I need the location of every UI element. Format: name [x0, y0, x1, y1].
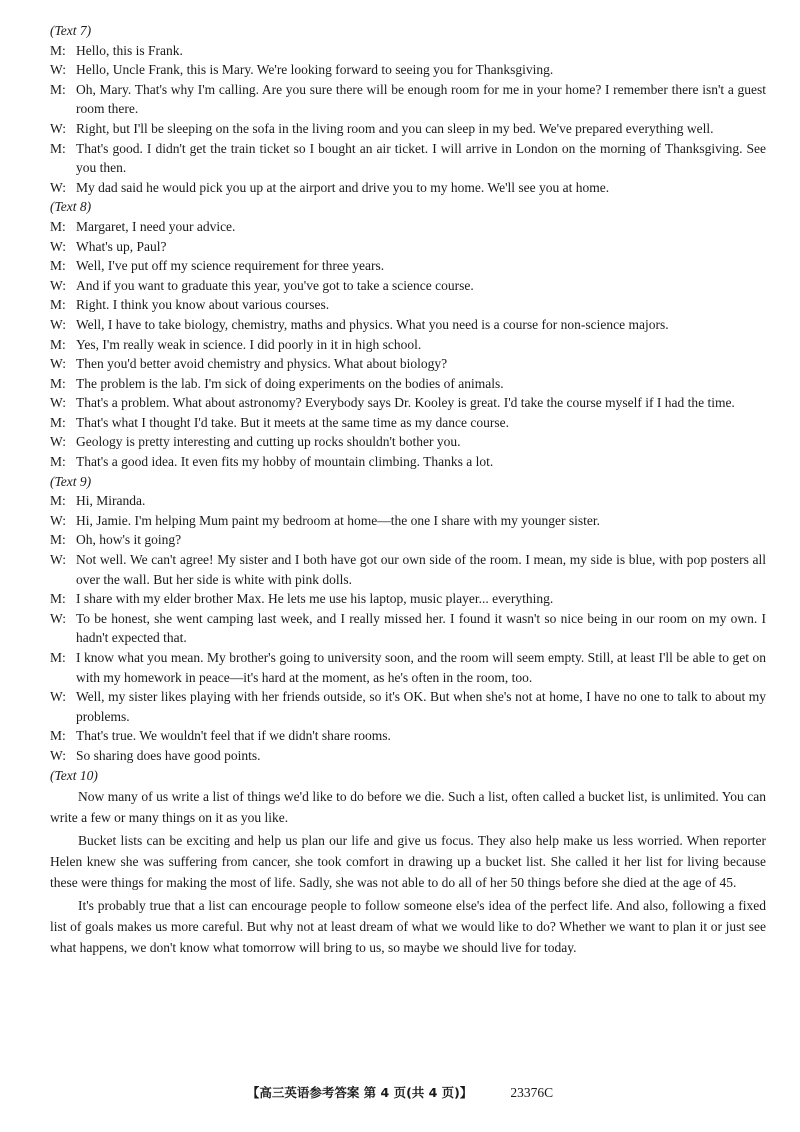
utterance: That's true. We wouldn't feel that if we didn't share rooms.	[76, 728, 391, 744]
dialogue-line	[50, 119, 766, 139]
utterance: Well, my sister likes playing with her friends outside, so it's OK. But when she's not at home, I have no one to talk to about my problems.	[76, 689, 766, 724]
speaker: M:	[50, 140, 66, 156]
text-9-section	[50, 472, 766, 766]
utterance: So sharing does have good points.	[76, 747, 261, 763]
utterance: And if you want to graduate this year, you've got to take a science course.	[76, 277, 474, 293]
speaker: W:	[50, 434, 66, 450]
utterance: Hello, Uncle Frank, this is Mary. We're looking forward to seeing you for Thanksgiving.	[76, 62, 554, 78]
paper-code: 23376C	[510, 1085, 554, 1100]
speaker: W:	[50, 179, 66, 195]
text-7-section	[50, 21, 766, 197]
utterance: Oh, how's it going?	[76, 532, 182, 548]
speaker: M:	[50, 375, 66, 391]
utterance: Geology is pretty interesting and cutting up rocks shouldn't bother you.	[76, 434, 461, 450]
page-footer	[0, 1083, 800, 1101]
utterance: I know what you mean. My brother's going to university soon, and the room will seem empty. Still, at least I'll be able to get on with my homework in peace—it's hard at the moment, as he's often in the room, too.	[76, 650, 766, 685]
dialogue-line	[50, 589, 766, 609]
speaker: W:	[50, 610, 66, 626]
utterance: That's a good idea. It even fits my hobby of mountain climbing. Thanks a lot.	[76, 454, 494, 470]
speaker: W:	[50, 356, 66, 372]
speaker: M:	[50, 258, 66, 274]
utterance: Hi, Jamie. I'm helping Mum paint my bedroom at home—the one I share with my younger sister.	[76, 512, 600, 528]
utterance: Well, I've put off my science requirement for three years.	[76, 258, 385, 274]
dialogue-line	[50, 139, 766, 178]
utterance: That's good. I didn't get the train ticket so I bought an air ticket. I will arrive in London on the morning of Thanksgiving. See you then.	[76, 140, 766, 176]
utterance: Well, I have to take biology, chemistry, maths and physics. What you need is a course for non-science majors.	[76, 316, 669, 332]
speaker: M:	[50, 532, 66, 548]
dialogue-line	[50, 393, 766, 413]
dialogue-line	[50, 726, 766, 746]
transcript-content	[50, 21, 766, 958]
speaker: W:	[50, 62, 66, 78]
dialogue-line	[50, 256, 766, 276]
dialogue-line	[50, 354, 766, 374]
dialogue-line	[50, 335, 766, 355]
text-8-label: (Text 8)	[50, 199, 92, 215]
dialogue-line	[50, 374, 766, 394]
utterance: That's a problem. What about astronomy? Everybody says Dr. Kooley is great. I'd take the course myself if I had the time.	[76, 395, 735, 411]
utterance: What's up, Paul?	[76, 238, 167, 254]
utterance: Hello, this is Frank.	[76, 42, 183, 58]
utterance: That's what I thought I'd take. But it meets at the same time as my dance course.	[76, 414, 509, 430]
utterance: Right, but I'll be sleeping on the sofa in the living room and you can sleep in my bed. We've prepared everything well.	[76, 120, 714, 136]
dialogue-line	[50, 276, 766, 296]
speaker: W:	[50, 689, 66, 705]
utterance: Margaret, I need your advice.	[76, 218, 236, 234]
dialogue-line	[50, 609, 766, 648]
text-8-section	[50, 197, 766, 471]
dialogue-line	[50, 315, 766, 335]
dialogue-line	[50, 295, 766, 315]
speaker: M:	[50, 650, 66, 665]
passage-paragraph: Bucket lists can be exciting and help us plan our life and give us focus. They also help make us less worried. When reporter Helen knew she was suffering from cancer, she took comfort in drawing up a bucket list. She called it her list for living because these were things for making the most of life. Sadly, she was not able to do all of her 50 things before she died at the age of 45.	[50, 833, 766, 891]
dialogue-line	[50, 413, 766, 433]
dialogue-line	[50, 491, 766, 511]
utterance: Not well. We can't agree! My sister and I both have got our own side of the room. I mean, my side is blue, with pop posters all over the wall. But her side is white with pink dolls.	[76, 552, 766, 587]
dialogue-line	[50, 432, 766, 452]
speaker: M:	[50, 728, 66, 744]
utterance: The problem is the lab. I'm sick of doing experiments on the bodies of animals.	[76, 375, 504, 391]
dialogue-line	[50, 452, 766, 472]
text-9-label: (Text 9)	[50, 473, 92, 489]
utterance: Yes, I'm really weak in science. I did poorly in it in high school.	[76, 336, 422, 352]
speaker: W:	[50, 395, 66, 411]
utterance: Right. I think you know about various courses.	[76, 297, 330, 313]
speaker: M:	[50, 297, 66, 313]
utterance: To be honest, she went camping last week, and I really missed her. I found it wasn't so nice being in our room on my own. I hadn't expected that.	[76, 610, 766, 646]
utterance: My dad said he would pick you up at the airport and drive you to my home. We'll see you at home.	[76, 179, 610, 195]
speaker: W:	[50, 316, 66, 332]
dialogue-line	[50, 550, 766, 589]
speaker: M:	[50, 454, 66, 470]
utterance: Then you'd better avoid chemistry and physics. What about biology?	[76, 356, 448, 372]
utterance: Hi, Miranda.	[76, 493, 146, 509]
dialogue-line	[50, 746, 766, 766]
speaker: M:	[50, 414, 66, 430]
passage-paragraph: It's probably true that a list can encourage people to follow someone else's idea of the perfect life. And also, following a fixed list of goals makes us more careful. But why not at least dream of what we would like to do? Whether we want to plan it or just see what happens, we don't know what tomorrow will bring to us, so maybe we should live for today.	[50, 898, 766, 956]
dialogue-line	[50, 237, 766, 257]
speaker: M:	[50, 336, 66, 352]
dialogue-line	[50, 648, 766, 687]
dialogue-line	[50, 511, 766, 531]
text-10-label: (Text 10)	[50, 767, 98, 783]
dialogue-line	[50, 41, 766, 61]
text-7-label: (Text 7)	[50, 23, 92, 38]
footer-title: 【高三英语参考答案 第 4 页(共 4 页)】	[246, 1085, 473, 1100]
speaker: W:	[50, 747, 66, 763]
dialogue-line	[50, 80, 766, 119]
speaker: M:	[50, 493, 66, 509]
speaker: W:	[50, 277, 66, 293]
speaker: W:	[50, 512, 66, 528]
speaker: M:	[50, 218, 66, 234]
passage-paragraph: Now many of us write a list of things we'd like to do before we die. Such a list, often called a bucket list, is unlimited. You can write a few or many things on it as you like.	[50, 789, 766, 826]
dialogue-line	[50, 178, 766, 198]
utterance: Oh, Mary. That's why I'm calling. Are you sure there will be enough room for me in your home? I remember there isn't a guest room there.	[76, 81, 766, 117]
speaker: M:	[50, 42, 66, 58]
dialogue-line	[50, 687, 766, 726]
utterance: I share with my elder brother Max. He lets me use his laptop, music player... everything.	[76, 591, 554, 607]
speaker: W:	[50, 552, 66, 568]
speaker: M:	[50, 81, 66, 97]
speaker: M:	[50, 591, 66, 607]
speaker: W:	[50, 120, 66, 136]
dialogue-line	[50, 217, 766, 237]
text-10-section	[50, 766, 766, 959]
dialogue-line	[50, 60, 766, 80]
speaker: W:	[50, 238, 66, 254]
dialogue-line	[50, 530, 766, 550]
